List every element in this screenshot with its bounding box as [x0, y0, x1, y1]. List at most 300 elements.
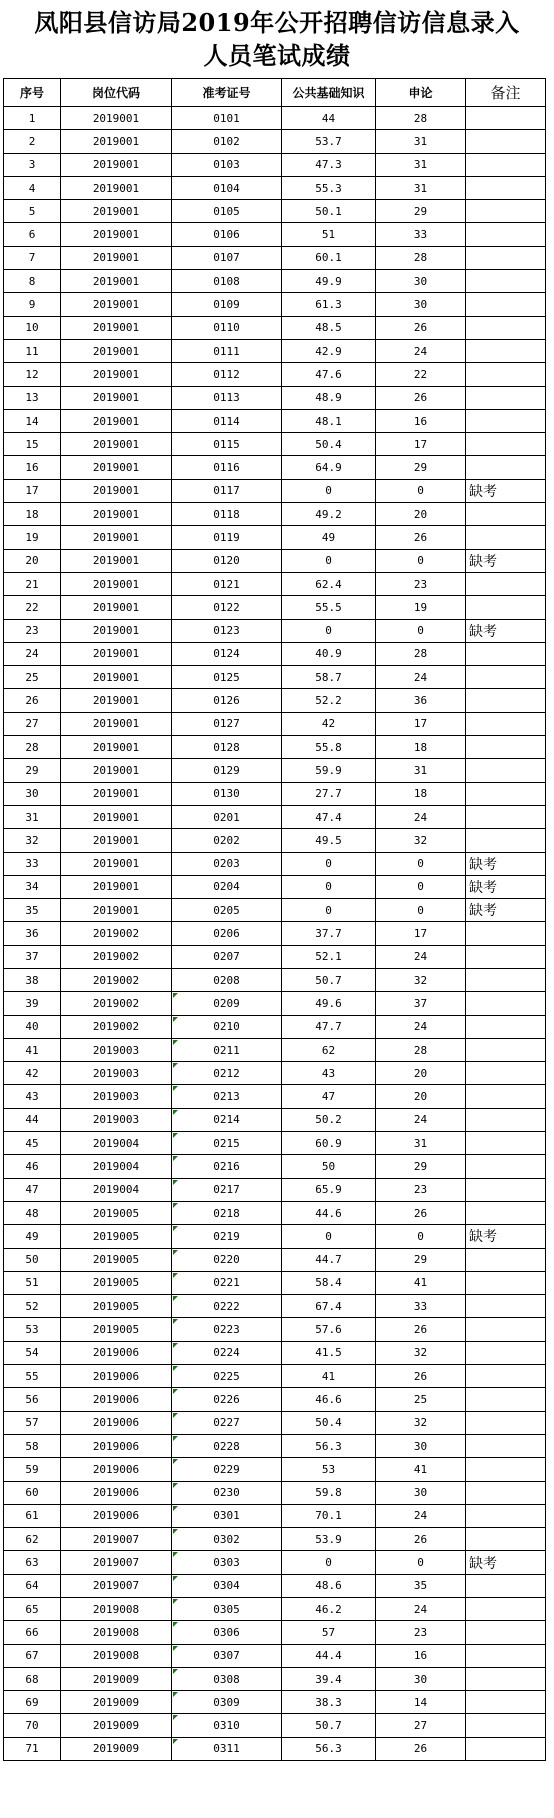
ticket-number-cell: 0102 [172, 130, 282, 153]
seq-cell: 57 [4, 1411, 61, 1434]
remarks-cell [466, 736, 546, 759]
basic-knowledge-score-cell: 0 [282, 479, 376, 502]
basic-knowledge-score-cell: 0 [282, 1551, 376, 1574]
basic-knowledge-score-cell: 43 [282, 1062, 376, 1085]
essay-score-cell: 26 [376, 1365, 466, 1388]
table-row [4, 1737, 546, 1760]
basic-knowledge-score-cell: 55.5 [282, 596, 376, 619]
table-row [4, 782, 546, 805]
position-code-cell: 2019003 [61, 1108, 172, 1131]
essay-score-cell: 0 [376, 619, 466, 642]
table-row [4, 176, 546, 199]
table-row [4, 1318, 546, 1341]
ticket-number-cell: 0201 [172, 805, 282, 828]
position-code-cell: 2019002 [61, 945, 172, 968]
basic-knowledge-score-cell: 46.6 [282, 1388, 376, 1411]
table-row [4, 1271, 546, 1294]
position-code-cell: 2019005 [61, 1248, 172, 1271]
position-code-cell: 2019001 [61, 176, 172, 199]
basic-knowledge-score-cell: 64.9 [282, 456, 376, 479]
remarks-cell [466, 1015, 546, 1038]
essay-score-cell: 14 [376, 1691, 466, 1714]
position-code-cell: 2019004 [61, 1178, 172, 1201]
basic-knowledge-score-cell: 0 [282, 619, 376, 642]
position-code-cell: 2019001 [61, 572, 172, 595]
table-row [4, 945, 546, 968]
position-code-cell: 2019001 [61, 130, 172, 153]
ticket-number-cell: 0121 [172, 572, 282, 595]
position-code-cell: 2019001 [61, 712, 172, 735]
remarks-cell [466, 1341, 546, 1364]
table-row [4, 1598, 546, 1621]
essay-score-cell: 0 [376, 1551, 466, 1574]
table-row [4, 922, 546, 945]
position-code-cell: 2019001 [61, 200, 172, 223]
basic-knowledge-score-cell: 49.2 [282, 503, 376, 526]
essay-score-cell: 23 [376, 572, 466, 595]
essay-score-cell: 20 [376, 503, 466, 526]
ticket-number-cell: 0202 [172, 829, 282, 852]
ticket-number-cell: 0122 [172, 596, 282, 619]
essay-score-cell: 26 [376, 1201, 466, 1224]
ticket-number-cell: 0213 [172, 1085, 282, 1108]
position-code-cell: 2019006 [61, 1504, 172, 1527]
ticket-number-cell: 0305 [172, 1598, 282, 1621]
seq-cell: 32 [4, 829, 61, 852]
basic-knowledge-score-cell: 42 [282, 712, 376, 735]
position-code-cell: 2019001 [61, 246, 172, 269]
basic-knowledge-score-cell: 52.1 [282, 945, 376, 968]
basic-knowledge-score-cell: 0 [282, 549, 376, 572]
seq-cell: 34 [4, 875, 61, 898]
table-row [4, 456, 546, 479]
seq-cell: 9 [4, 293, 61, 316]
position-code-cell: 2019007 [61, 1528, 172, 1551]
basic-knowledge-score-cell: 44.6 [282, 1201, 376, 1224]
seq-cell: 21 [4, 572, 61, 595]
basic-knowledge-score-cell: 0 [282, 875, 376, 898]
position-code-cell: 2019009 [61, 1691, 172, 1714]
position-code-cell: 2019009 [61, 1714, 172, 1737]
basic-knowledge-score-cell: 53 [282, 1458, 376, 1481]
remarks-cell [466, 666, 546, 689]
table-row [4, 270, 546, 293]
essay-score-cell: 28 [376, 1038, 466, 1061]
essay-score-cell: 0 [376, 549, 466, 572]
seq-cell: 28 [4, 736, 61, 759]
position-code-cell: 2019001 [61, 409, 172, 432]
seq-cell: 58 [4, 1434, 61, 1457]
ticket-number-cell: 0114 [172, 409, 282, 432]
essay-score-cell: 18 [376, 782, 466, 805]
table-row [4, 1644, 546, 1667]
table-row [4, 875, 546, 898]
position-code-cell: 2019005 [61, 1271, 172, 1294]
basic-knowledge-score-cell: 57.6 [282, 1318, 376, 1341]
essay-score-cell: 24 [376, 1504, 466, 1527]
position-code-cell: 2019004 [61, 1155, 172, 1178]
score-table [3, 78, 546, 1761]
seq-cell: 33 [4, 852, 61, 875]
remarks-cell [466, 596, 546, 619]
ticket-number-cell: 0306 [172, 1621, 282, 1644]
basic-knowledge-score-cell: 67.4 [282, 1295, 376, 1318]
col-header-seq: 序号 [4, 79, 61, 107]
basic-knowledge-score-cell: 59.8 [282, 1481, 376, 1504]
essay-score-cell: 26 [376, 1318, 466, 1341]
table-row [4, 246, 546, 269]
basic-knowledge-score-cell: 0 [282, 852, 376, 875]
remarks-cell [466, 1434, 546, 1457]
essay-score-cell: 16 [376, 1644, 466, 1667]
ticket-number-cell: 0111 [172, 339, 282, 362]
basic-knowledge-score-cell: 39.4 [282, 1667, 376, 1690]
remarks-cell [466, 526, 546, 549]
ticket-number-cell: 0207 [172, 945, 282, 968]
remarks-cell [466, 1667, 546, 1690]
table-row [4, 293, 546, 316]
position-code-cell: 2019007 [61, 1574, 172, 1597]
ticket-number-cell: 0229 [172, 1458, 282, 1481]
position-code-cell: 2019003 [61, 1062, 172, 1085]
basic-knowledge-score-cell: 60.1 [282, 246, 376, 269]
col-header-essay: 申论 [376, 79, 466, 107]
table-row [4, 130, 546, 153]
seq-cell: 70 [4, 1714, 61, 1737]
seq-cell: 10 [4, 316, 61, 339]
remarks-cell [466, 433, 546, 456]
position-code-cell: 2019001 [61, 782, 172, 805]
seq-cell: 25 [4, 666, 61, 689]
remarks-cell [466, 130, 546, 153]
remarks-cell [466, 386, 546, 409]
col-header-basic-knowledge: 公共基础知识 [282, 79, 376, 107]
title-line-1: 凤阳县信访局2019年公开招聘信访信息录入 [34, 8, 520, 37]
seq-cell: 64 [4, 1574, 61, 1597]
remarks-cell [466, 1714, 546, 1737]
table-row [4, 339, 546, 362]
remarks-cell [466, 1132, 546, 1155]
remarks-cell [466, 1574, 546, 1597]
remarks-cell [466, 1038, 546, 1061]
seq-cell: 61 [4, 1504, 61, 1527]
basic-knowledge-score-cell: 55.3 [282, 176, 376, 199]
essay-score-cell: 16 [376, 409, 466, 432]
basic-knowledge-score-cell: 47 [282, 1085, 376, 1108]
remarks-cell [466, 246, 546, 269]
essay-score-cell: 32 [376, 1341, 466, 1364]
remarks-cell [466, 1365, 546, 1388]
basic-knowledge-score-cell: 44.7 [282, 1248, 376, 1271]
position-code-cell: 2019001 [61, 479, 172, 502]
table-row [4, 852, 546, 875]
basic-knowledge-score-cell: 61.3 [282, 293, 376, 316]
essay-score-cell: 31 [376, 153, 466, 176]
ticket-number-cell: 0125 [172, 666, 282, 689]
table-row [4, 526, 546, 549]
position-code-cell: 2019001 [61, 293, 172, 316]
position-code-cell: 2019001 [61, 642, 172, 665]
basic-knowledge-score-cell: 49.5 [282, 829, 376, 852]
position-code-cell: 2019001 [61, 805, 172, 828]
table-row [4, 689, 546, 712]
seq-cell: 69 [4, 1691, 61, 1714]
basic-knowledge-score-cell: 56.3 [282, 1737, 376, 1760]
ticket-number-cell: 0126 [172, 689, 282, 712]
ticket-number-cell: 0118 [172, 503, 282, 526]
essay-score-cell: 36 [376, 689, 466, 712]
essay-score-cell: 0 [376, 1225, 466, 1248]
basic-knowledge-score-cell: 50.4 [282, 433, 376, 456]
position-code-cell: 2019006 [61, 1411, 172, 1434]
table-row [4, 596, 546, 619]
ticket-number-cell: 0107 [172, 246, 282, 269]
table-row [4, 1015, 546, 1038]
ticket-number-cell: 0128 [172, 736, 282, 759]
table-row [4, 1132, 546, 1155]
position-code-cell: 2019005 [61, 1295, 172, 1318]
basic-knowledge-score-cell: 48.1 [282, 409, 376, 432]
basic-knowledge-score-cell: 0 [282, 1225, 376, 1248]
position-code-cell: 2019002 [61, 992, 172, 1015]
ticket-number-cell: 0211 [172, 1038, 282, 1061]
table-row [4, 1225, 546, 1248]
essay-score-cell: 24 [376, 1598, 466, 1621]
basic-knowledge-score-cell: 50.7 [282, 1714, 376, 1737]
remarks-cell [466, 223, 546, 246]
essay-score-cell: 20 [376, 1085, 466, 1108]
remarks-cell: 缺考 [466, 1225, 546, 1248]
table-row [4, 1714, 546, 1737]
remarks-cell [466, 1295, 546, 1318]
position-code-cell: 2019001 [61, 526, 172, 549]
ticket-number-cell: 0116 [172, 456, 282, 479]
basic-knowledge-score-cell: 50.4 [282, 1411, 376, 1434]
table-row [4, 433, 546, 456]
remarks-cell [466, 456, 546, 479]
ticket-number-cell: 0216 [172, 1155, 282, 1178]
position-code-cell: 2019001 [61, 503, 172, 526]
remarks-cell [466, 1201, 546, 1224]
basic-knowledge-score-cell: 56.3 [282, 1434, 376, 1457]
header-row [4, 79, 546, 107]
table-row [4, 1434, 546, 1457]
remarks-cell [466, 1737, 546, 1760]
basic-knowledge-score-cell: 41 [282, 1365, 376, 1388]
essay-score-cell: 17 [376, 712, 466, 735]
essay-score-cell: 31 [376, 130, 466, 153]
seq-cell: 31 [4, 805, 61, 828]
position-code-cell: 2019002 [61, 1015, 172, 1038]
ticket-number-cell: 0105 [172, 200, 282, 223]
ticket-number-cell: 0309 [172, 1691, 282, 1714]
basic-knowledge-score-cell: 62.4 [282, 572, 376, 595]
ticket-number-cell: 0206 [172, 922, 282, 945]
ticket-number-cell: 0227 [172, 1411, 282, 1434]
seq-cell: 67 [4, 1644, 61, 1667]
essay-score-cell: 26 [376, 1737, 466, 1760]
basic-knowledge-score-cell: 48.5 [282, 316, 376, 339]
essay-score-cell: 31 [376, 1132, 466, 1155]
position-code-cell: 2019001 [61, 852, 172, 875]
basic-knowledge-score-cell: 58.4 [282, 1271, 376, 1294]
title-line-2: 人员笔试成绩 [203, 41, 351, 70]
basic-knowledge-score-cell: 59.9 [282, 759, 376, 782]
essay-score-cell: 24 [376, 1108, 466, 1131]
table-row [4, 107, 546, 130]
ticket-number-cell: 0113 [172, 386, 282, 409]
essay-score-cell: 41 [376, 1458, 466, 1481]
essay-score-cell: 0 [376, 479, 466, 502]
table-row [4, 1108, 546, 1131]
ticket-number-cell: 0104 [172, 176, 282, 199]
ticket-number-cell: 0130 [172, 782, 282, 805]
seq-cell: 14 [4, 409, 61, 432]
table-row [4, 409, 546, 432]
seq-cell: 6 [4, 223, 61, 246]
position-code-cell: 2019008 [61, 1644, 172, 1667]
remarks-cell [466, 1085, 546, 1108]
position-code-cell: 2019002 [61, 968, 172, 991]
position-code-cell: 2019001 [61, 549, 172, 572]
ticket-number-cell: 0123 [172, 619, 282, 642]
basic-knowledge-score-cell: 48.6 [282, 1574, 376, 1597]
seq-cell: 59 [4, 1458, 61, 1481]
essay-score-cell: 23 [376, 1621, 466, 1644]
basic-knowledge-score-cell: 40.9 [282, 642, 376, 665]
position-code-cell: 2019001 [61, 456, 172, 479]
essay-score-cell: 28 [376, 107, 466, 130]
ticket-number-cell: 0307 [172, 1644, 282, 1667]
table-row [4, 1341, 546, 1364]
table-row [4, 712, 546, 735]
table-row [4, 1388, 546, 1411]
remarks-cell: 缺考 [466, 479, 546, 502]
position-code-cell: 2019001 [61, 433, 172, 456]
basic-knowledge-score-cell: 57 [282, 1621, 376, 1644]
table-row [4, 992, 546, 1015]
remarks-cell [466, 1318, 546, 1341]
remarks-cell [466, 293, 546, 316]
table-row [4, 805, 546, 828]
basic-knowledge-score-cell: 47.3 [282, 153, 376, 176]
page-title [0, 6, 554, 74]
table-row [4, 736, 546, 759]
position-code-cell: 2019001 [61, 153, 172, 176]
remarks-cell [466, 829, 546, 852]
position-code-cell: 2019003 [61, 1085, 172, 1108]
ticket-number-cell: 0303 [172, 1551, 282, 1574]
table-row [4, 1248, 546, 1271]
remarks-cell [466, 1411, 546, 1434]
remarks-cell [466, 1691, 546, 1714]
remarks-cell [466, 992, 546, 1015]
essay-score-cell: 26 [376, 526, 466, 549]
essay-score-cell: 31 [376, 176, 466, 199]
basic-knowledge-score-cell: 27.7 [282, 782, 376, 805]
ticket-number-cell: 0124 [172, 642, 282, 665]
remarks-cell [466, 968, 546, 991]
seq-cell: 5 [4, 200, 61, 223]
remarks-cell [466, 270, 546, 293]
essay-score-cell: 20 [376, 1062, 466, 1085]
ticket-number-cell: 0103 [172, 153, 282, 176]
position-code-cell: 2019003 [61, 1038, 172, 1061]
remarks-cell [466, 712, 546, 735]
table-row [4, 1178, 546, 1201]
table-body [4, 107, 546, 1761]
ticket-number-cell: 0301 [172, 1504, 282, 1527]
essay-score-cell: 29 [376, 1248, 466, 1271]
seq-cell: 4 [4, 176, 61, 199]
remarks-cell [466, 1178, 546, 1201]
table-row [4, 503, 546, 526]
table-row [4, 899, 546, 922]
ticket-number-cell: 0106 [172, 223, 282, 246]
remarks-cell [466, 1504, 546, 1527]
basic-knowledge-score-cell: 42.9 [282, 339, 376, 362]
seq-cell: 2 [4, 130, 61, 153]
position-code-cell: 2019006 [61, 1481, 172, 1504]
basic-knowledge-score-cell: 47.4 [282, 805, 376, 828]
essay-score-cell: 19 [376, 596, 466, 619]
basic-knowledge-score-cell: 62 [282, 1038, 376, 1061]
table-row [4, 1155, 546, 1178]
position-code-cell: 2019001 [61, 107, 172, 130]
ticket-number-cell: 0310 [172, 1714, 282, 1737]
position-code-cell: 2019005 [61, 1225, 172, 1248]
basic-knowledge-score-cell: 37.7 [282, 922, 376, 945]
seq-cell: 41 [4, 1038, 61, 1061]
ticket-number-cell: 0127 [172, 712, 282, 735]
basic-knowledge-score-cell: 55.8 [282, 736, 376, 759]
seq-cell: 54 [4, 1341, 61, 1364]
basic-knowledge-score-cell: 65.9 [282, 1178, 376, 1201]
seq-cell: 12 [4, 363, 61, 386]
position-code-cell: 2019006 [61, 1458, 172, 1481]
ticket-number-cell: 0204 [172, 875, 282, 898]
essay-score-cell: 26 [376, 386, 466, 409]
ticket-number-cell: 0214 [172, 1108, 282, 1131]
remarks-cell [466, 689, 546, 712]
seq-cell: 45 [4, 1132, 61, 1155]
ticket-number-cell: 0230 [172, 1481, 282, 1504]
essay-score-cell: 18 [376, 736, 466, 759]
basic-knowledge-score-cell: 49 [282, 526, 376, 549]
ticket-number-cell: 0225 [172, 1365, 282, 1388]
ticket-number-cell: 0203 [172, 852, 282, 875]
seq-cell: 42 [4, 1062, 61, 1085]
remarks-cell [466, 176, 546, 199]
seq-cell: 51 [4, 1271, 61, 1294]
essay-score-cell: 31 [376, 759, 466, 782]
position-code-cell: 2019002 [61, 922, 172, 945]
essay-score-cell: 29 [376, 200, 466, 223]
basic-knowledge-score-cell: 47.7 [282, 1015, 376, 1038]
ticket-number-cell: 0109 [172, 293, 282, 316]
remarks-cell [466, 1271, 546, 1294]
position-code-cell: 2019001 [61, 270, 172, 293]
remarks-cell [466, 316, 546, 339]
ticket-number-cell: 0108 [172, 270, 282, 293]
remarks-cell [466, 1644, 546, 1667]
seq-cell: 24 [4, 642, 61, 665]
remarks-cell: 缺考 [466, 852, 546, 875]
seq-cell: 16 [4, 456, 61, 479]
table-row [4, 1295, 546, 1318]
essay-score-cell: 37 [376, 992, 466, 1015]
remarks-cell: 缺考 [466, 899, 546, 922]
